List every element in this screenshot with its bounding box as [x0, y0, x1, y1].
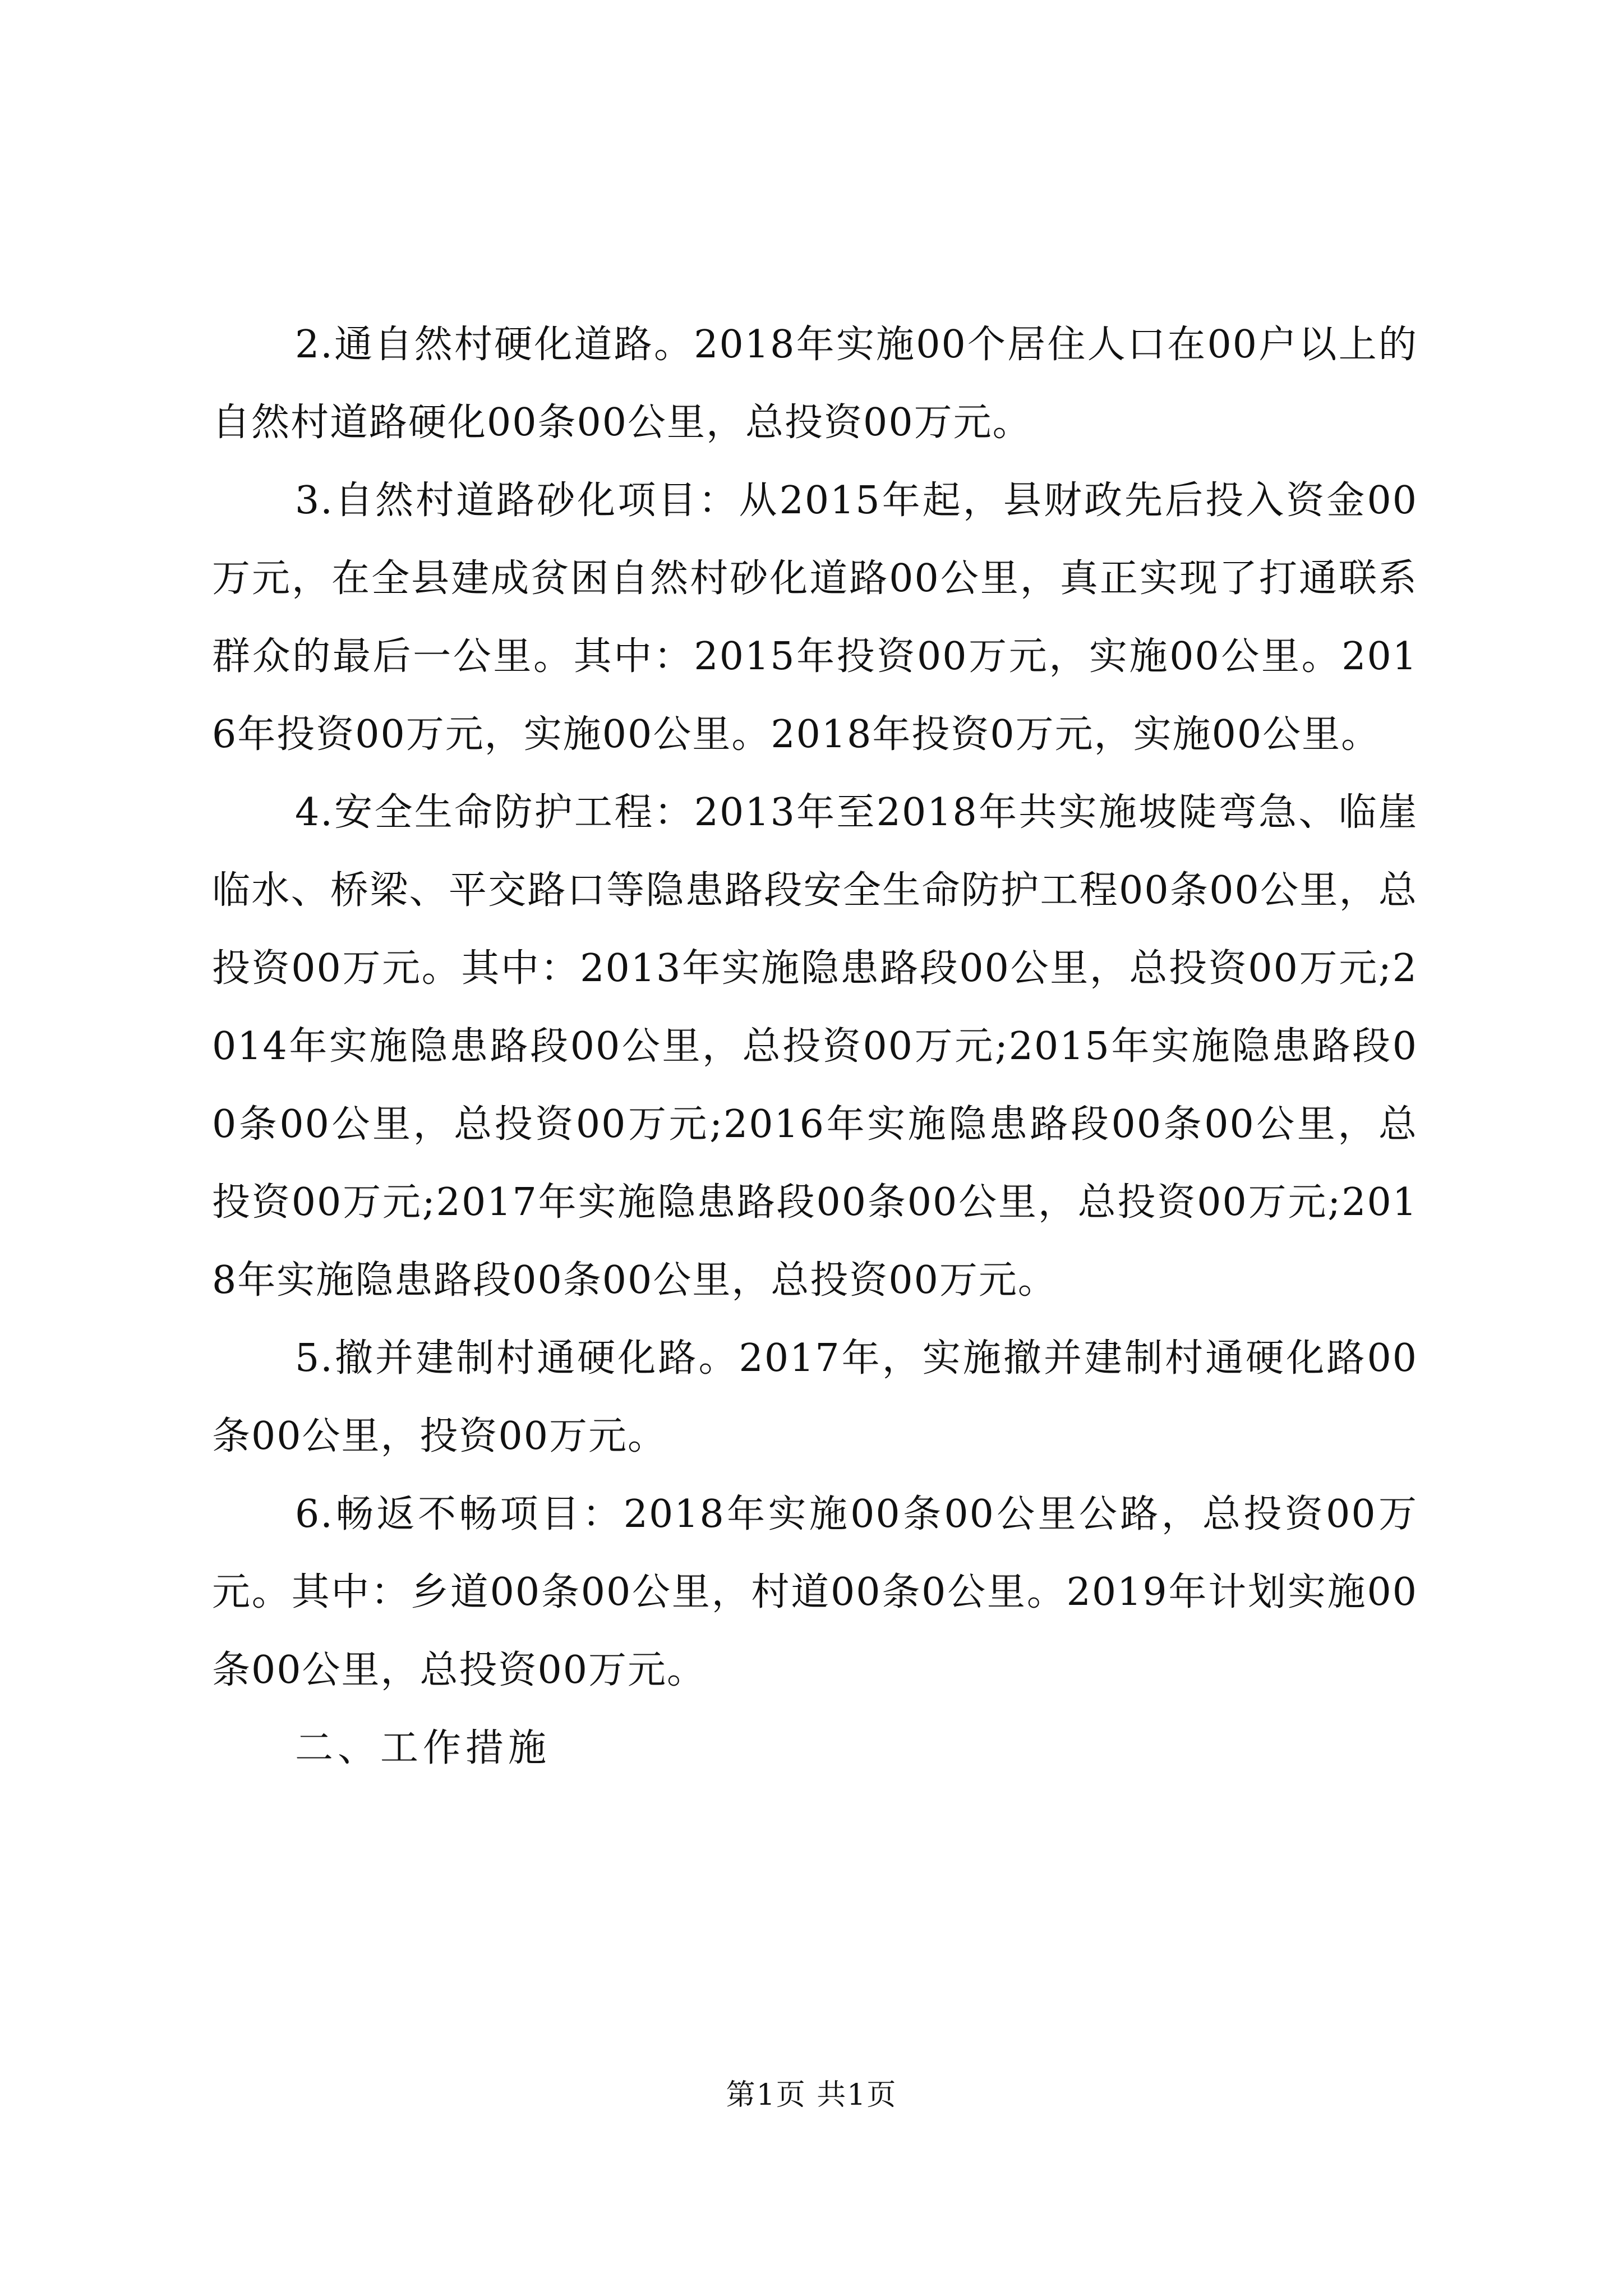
paragraph-4: 4.安全生命防护工程：2013年至2018年共实施坡陡弯急、临崖临水、桥梁、平交路口等隐患路段安全生命防护工程00条00公里，总投资00万元。其中：2013年实施隐患路段00公里，总投资00万元;2014年实施隐患路段00公里，总投资00万元;2015年实施隐患路段00条00公里，总投资00万元;2016年实施隐患路段00条00公里，总投资00万元;2017年实施隐患路段00条00公里，总投资00万元;2018年实施隐患路段00条00公里，总投资00万元。: [212, 790, 1418, 1303]
document-body: [212, 306, 1418, 1787]
paragraph-5: 5.撤并建制村通硬化路。2017年，实施撤并建制村通硬化路00条00公里，投资00万元。: [212, 1336, 1418, 1458]
page-footer: 第1页 共1页: [726, 2078, 897, 2112]
paragraph-6: 6.畅返不畅项目：2018年实施00条00公里公路，总投资00万元。其中：乡道00条00公里，村道00条0公里。2019年计划实施00条00公里，总投资00万元。: [212, 1492, 1418, 1692]
paragraph-2: 2.通自然村硬化道路。2018年实施00个居住人口在00户以上的自然村道路硬化00条00公里，总投资00万元。: [212, 323, 1418, 445]
paragraph-3: 3.自然村道路砂化项目：从2015年起，县财政先后投入资金00万元，在全县建成贫困自然村砂化道路00公里，真正实现了打通联系群众的最后一公里。其中：2015年投资00万元，实施00公里。2016年投资00万元，实施00公里。2018年投资0万元，实施00公里。: [212, 478, 1418, 757]
section-heading: 二、工作措施: [295, 1726, 551, 1770]
